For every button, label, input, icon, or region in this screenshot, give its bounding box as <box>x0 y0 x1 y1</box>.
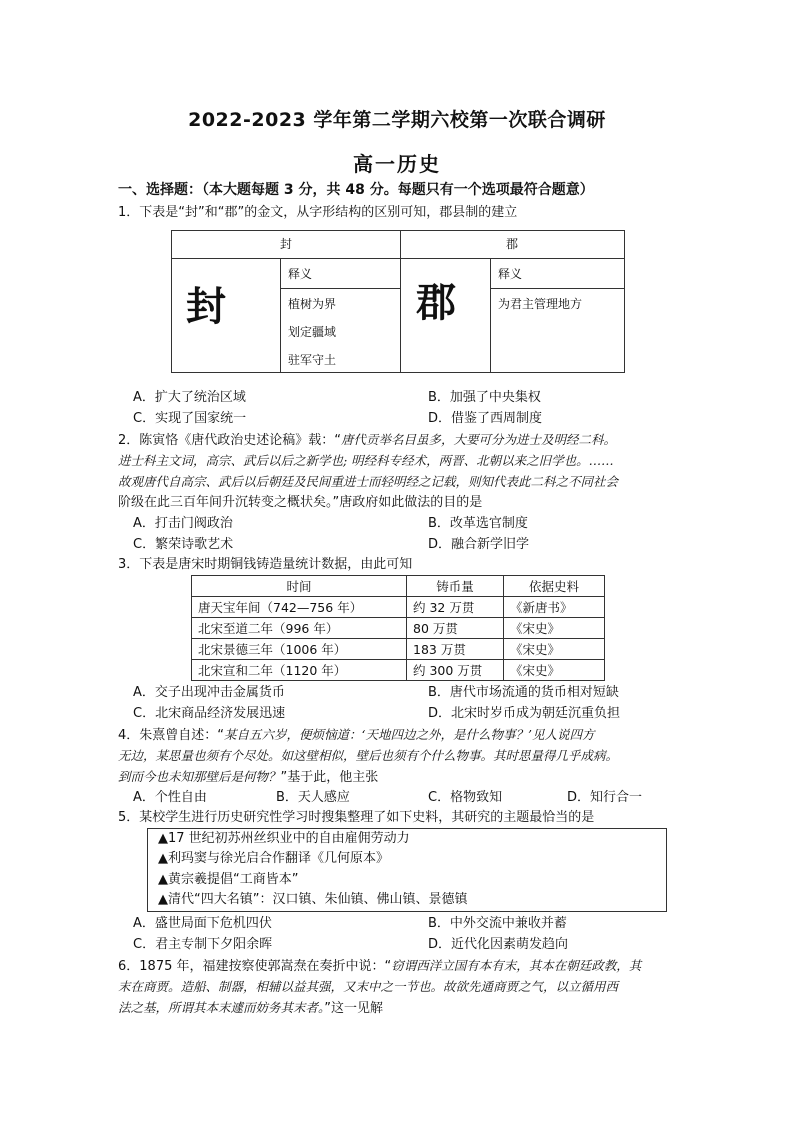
q5-source-box <box>147 828 667 912</box>
bronze-script-feng-glyph: 封 <box>186 283 226 330</box>
q3-cell: 183 万贯 <box>407 639 504 660</box>
q3-table <box>191 575 605 681</box>
q4-quote: 某自五六岁，便烦恼道：‘天地四边之外，是什么物事？’见人说四方 <box>224 727 595 742</box>
q4-line-2: 无边，某思量也须有个尽处。如这壁相似，壁后也须有个什么物事。其时思量得几乎成病。 <box>118 748 619 763</box>
q4-line-3 <box>118 767 678 788</box>
q1-jun-label: 释义 <box>498 267 523 281</box>
q1-stem: 1．下表是“封”和“郡”的金文，从字形结构的区别可知，郡县制的建立 <box>118 205 518 220</box>
q3-option-d: D．北宋时岁币成为朝廷沉重负担 <box>428 706 621 721</box>
q1-feng-label: 释义 <box>288 267 313 281</box>
q6-line-3 <box>118 998 678 1019</box>
table-row <box>192 597 605 618</box>
q5-source-item: ▲利玛窦与徐光启合作翻译《几何原本》 <box>158 851 389 866</box>
q6-suffix: ”这一见解 <box>324 1001 384 1016</box>
q4-option-b: B．天人感应 <box>276 790 350 805</box>
q6-line-1 <box>118 956 678 977</box>
subject-title: 高一历史 <box>353 152 441 176</box>
section-heading: 一、选择题：（本大题每题 3 分，共 48 分。每题只有一个选项最符合题意） <box>118 182 594 198</box>
exam-title: 2022-2023 学年第二学期六校第一次联合调研 <box>188 109 606 131</box>
q4-option-d: D．知行合一 <box>567 790 643 805</box>
q6-quote: 窃谓西洋立国有本有末，其本在朝廷政教，其 <box>391 958 642 973</box>
q5-source-item: ▲17 世纪初苏州丝织业中的自由雇佣劳动力 <box>158 831 410 846</box>
q1-table <box>171 230 625 373</box>
q1-feng-item: 划定疆域 <box>288 325 337 339</box>
q2-prefix: 2．陈寅恪《唐代政治史述论稿》载：“ <box>118 433 342 448</box>
q5-option-a: A．盛世局面下危机四伏 <box>133 916 272 931</box>
q3-header: 时间 <box>192 576 407 597</box>
q3-cell: 北宋至道二年（996 年） <box>192 618 407 639</box>
table-row <box>192 639 605 660</box>
q1-option-c: C．实现了国家统一 <box>133 411 247 426</box>
q5-option-c: C．君主专制下夕阳余晖 <box>133 937 273 952</box>
q3-header: 铸币量 <box>407 576 504 597</box>
q5-stem: 5．某校学生进行历史研究性学习时搜集整理了如下史料，其研究的主题最恰当的是 <box>118 810 595 825</box>
q4-prefix: 4．朱熹曾自述：“ <box>118 728 225 743</box>
q2-option-c: C．繁荣诗歌艺术 <box>133 537 234 552</box>
q6-quote-end: 法之基，所谓其本末遽而妨务其末者。 <box>118 1000 325 1015</box>
q1-header-feng: 封 <box>279 237 292 251</box>
q3-cell: 《新唐书》 <box>504 597 605 618</box>
q3-cell: 80 万贯 <box>407 618 504 639</box>
bronze-script-jun-glyph: 郡 <box>416 279 456 326</box>
q3-cell: 北宋景德三年（1006 年） <box>192 639 407 660</box>
q3-cell: 《宋史》 <box>504 639 605 660</box>
q2-option-a: A．打击门阀政治 <box>133 516 233 531</box>
q5-source-item: ▲黄宗羲提倡“工商皆本” <box>158 872 299 887</box>
q1-feng-item: 驻军守土 <box>288 353 337 367</box>
q1-jun-item: 为君主管理地方 <box>498 297 583 311</box>
q2-line-3: 故观唐代自高宗、武后以后朝廷及民间重进士而轻明经之记载，则知代表此二科之不同社会 <box>118 474 619 489</box>
q2-line-2: 进士科主文词，高宗、武后以后之新学也; 明经科专经术，两晋、北朝以来之旧学也。…… <box>118 453 614 468</box>
table-row <box>192 618 605 639</box>
q5-option-d: D．近代化因素萌发趋向 <box>428 937 569 952</box>
q3-option-a: A．交子出现冲击金属货币 <box>133 685 285 700</box>
q1-header-jun: 郡 <box>505 237 518 251</box>
q3-option-c: C．北宋商品经济发展迅速 <box>133 706 286 721</box>
q1-option-d: D．借鉴了西周制度 <box>428 411 543 426</box>
q4-quote-end: 到而今也未知那壁后是何物？ <box>118 769 281 784</box>
q2-quote: 唐代贡举名目虽多，大要可分为进士及明经二科。 <box>341 432 617 447</box>
q4-suffix: ”基于此，他主张 <box>280 770 379 785</box>
q3-cell: 《宋史》 <box>504 618 605 639</box>
q2-line-4: 阶级在此三百年间升沉转变之概状矣。”唐政府如此做法的目的是 <box>118 495 483 510</box>
q4-line-1 <box>118 725 678 746</box>
q3-header: 依据史料 <box>504 576 605 597</box>
q2-option-b: B．改革选官制度 <box>428 516 528 531</box>
q3-cell: 唐天宝年间（742—756 年） <box>192 597 407 618</box>
q3-cell: 约 32 万贯 <box>407 597 504 618</box>
q1-option-a: A．扩大了统治区域 <box>133 390 246 405</box>
q4-option-a: A．个性自由 <box>133 790 207 805</box>
q4-option-c: C．格物致知 <box>428 790 503 805</box>
q2-option-d: D．融合新学旧学 <box>428 537 530 552</box>
q6-line-2: 末在商贾。造船、制器，相辅以益其强，又末中之一节也。故欲先通商贾之气，以立循用西 <box>118 979 619 994</box>
q3-cell: 约 300 万贯 <box>407 660 504 681</box>
q5-source-item: ▲清代“四大名镇”：汉口镇、朱仙镇、佛山镇、景德镇 <box>158 892 468 907</box>
q1-option-b: B．加强了中央集权 <box>428 390 541 405</box>
q2-line-1 <box>118 430 678 451</box>
q3-cell: 《宋史》 <box>504 660 605 681</box>
q3-cell: 北宋宣和二年（1120 年） <box>192 660 407 681</box>
q5-option-b: B．中外交流中兼收并蓄 <box>428 916 567 931</box>
q6-prefix: 6．1875 年，福建按察使郭嵩焘在奏折中说：“ <box>118 959 392 974</box>
q1-feng-item: 植树为界 <box>288 297 337 311</box>
table-row <box>192 660 605 681</box>
q3-stem: 3．下表是唐宋时期铜钱铸造量统计数据，由此可知 <box>118 557 413 572</box>
q3-option-b: B．唐代市场流通的货币相对短缺 <box>428 685 619 700</box>
